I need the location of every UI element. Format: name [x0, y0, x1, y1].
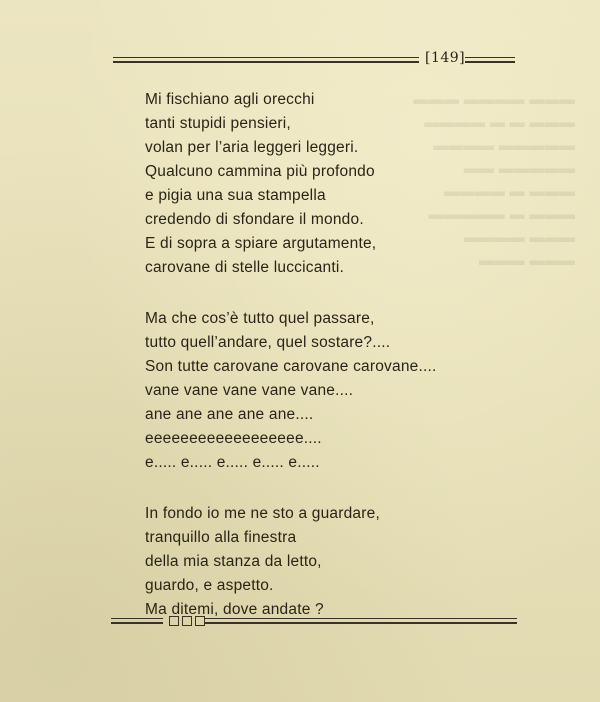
poem-line: guardo, e aspetto. — [145, 577, 274, 594]
poem-body — [145, 88, 475, 622]
header-rule-left — [113, 57, 419, 63]
poem-line: e pigia una sua stampella — [145, 187, 326, 204]
show-through-text: ▬▬▬ ▬▬▬▬ ▬▬▬ ▬▬▬ ▬ ▬ ▬▬▬▬ ▬▬▬▬▬ ▬▬▬▬ ▬▬▬▬▬ ▬▬ ▬▬▬ ▬ ▬▬▬▬ ▬▬▬ ▬ ▬▬▬▬▬ ▬▬▬ ▬▬▬▬ ▬▬▬ ▬▬▬ — [413, 91, 575, 269]
page-number: [149] — [425, 50, 466, 66]
stanza-1 — [145, 88, 475, 280]
poem-line: E di sopra a spiare argutamente, — [145, 235, 377, 252]
footer-rule-left — [111, 618, 163, 624]
poem-line: tranquillo alla finestra — [145, 529, 297, 546]
poem-line: carovane di stelle luccicanti. — [145, 259, 344, 276]
poem-line: Mi fischiano agli orecchi — [145, 91, 315, 108]
page-header — [113, 52, 515, 68]
poem-line: e..... e..... e..... e..... e..... — [145, 454, 320, 471]
square-icon — [195, 616, 205, 626]
poem-line: Ma che cos’è tutto quel passare, — [145, 310, 375, 327]
stanza-2 — [145, 307, 475, 475]
stanza-break — [145, 280, 475, 307]
poem-line: vane vane vane vane vane.... — [145, 382, 354, 399]
page-footer-ornament — [111, 615, 517, 629]
stanza-3 — [145, 502, 475, 622]
poem-line: eeeeeeeeeeeeeeeeee.... — [145, 430, 322, 447]
poem-line: credendo di sfondare il mondo. — [145, 211, 364, 228]
poem-line: Qualcuno cammina più profondo — [145, 163, 375, 180]
poem-line: Son tutte carovane carovane carovane.... — [145, 358, 437, 375]
poem-line: volan per l’aria leggeri leggeri. — [145, 139, 359, 156]
square-ornament-icon — [169, 616, 205, 628]
square-icon — [182, 616, 192, 626]
poem-line: ane ane ane ane ane.... — [145, 406, 314, 423]
poem-line: tanti stupidi pensieri, — [145, 115, 291, 132]
header-rule-right — [465, 57, 515, 63]
stanza-break — [145, 475, 475, 502]
poem-line: tutto quell’andare, quel sostare?.... — [145, 334, 391, 351]
footer-rule-right — [205, 618, 517, 624]
square-icon — [169, 616, 179, 626]
poem-line: Ma ditemi, dove andate ? — [145, 601, 324, 618]
poem-line: In fondo io me ne sto a guardare, — [145, 505, 380, 522]
poem-line: della mia stanza da letto, — [145, 553, 322, 570]
